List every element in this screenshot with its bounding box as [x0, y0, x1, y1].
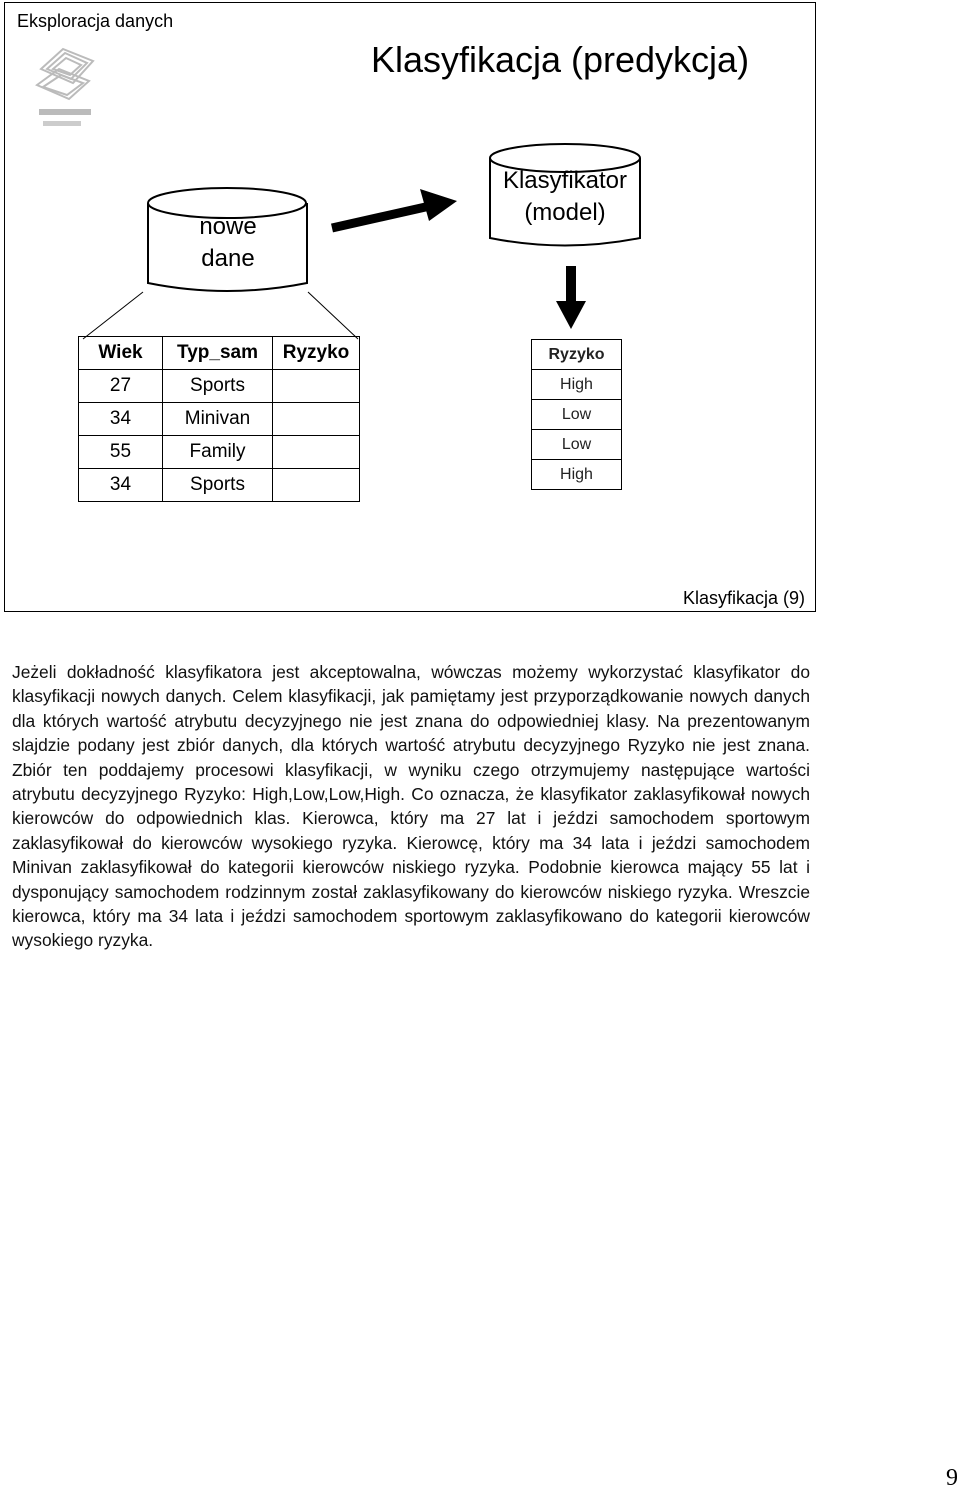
table-row	[532, 400, 622, 430]
new-data-label-line2: dane	[201, 245, 255, 272]
section-label: Eksploracja danych	[17, 11, 174, 31]
table-row	[79, 403, 360, 436]
model-label	[490, 165, 640, 229]
table-cell	[273, 370, 360, 403]
table-cell: High	[532, 460, 622, 490]
table-cell: 55	[79, 436, 163, 469]
column-header: Wiek	[79, 337, 163, 370]
output-risk-table	[531, 339, 622, 490]
column-header: Ryzyko	[273, 337, 360, 370]
table-cell: 27	[79, 370, 163, 403]
table-row	[79, 370, 360, 403]
table-row	[79, 436, 360, 469]
table-cell	[273, 469, 360, 502]
classification-diagram	[5, 3, 817, 613]
table-header-row	[532, 340, 622, 370]
table-row	[532, 370, 622, 400]
table-cell	[273, 403, 360, 436]
table-header-row	[79, 337, 360, 370]
arrow-down-icon	[556, 266, 586, 329]
table-cell: 34	[79, 469, 163, 502]
input-data-table	[78, 336, 360, 502]
table-cell: 34	[79, 403, 163, 436]
arrow-to-model-icon	[332, 189, 457, 228]
new-data-label-line1: nowe	[199, 213, 257, 240]
table-cell: Sports	[163, 469, 273, 502]
table-cell: Sports	[163, 370, 273, 403]
slide-footer: Klasyfikacja (9)	[682, 588, 805, 608]
table-row	[532, 430, 622, 460]
slide-title: Klasyfikacja (predykcja)	[370, 39, 750, 80]
slide-frame	[4, 2, 816, 612]
table-row	[532, 460, 622, 490]
model-label-line1: Klasyfikator	[502, 167, 628, 194]
table-cell: High	[532, 370, 622, 400]
description-paragraph: Jeżeli dokładność klasyfikatora jest akceptowalna, wówczas możemy wykorzystać klasyfikator do klasyfikacji nowych danych. Celem klasyfikacji, jak pamiętamy jest przyporządkowanie nowych danych dla których wartość atrybutu decyzyjnego nie jest znana do odpowiedniej klasy. Na prezentowanym slajdzie podany jest zbiór danych, dla których wartość atrybutu decyzyjnego Ryzyko nie jest znana. Zbiór ten poddajemy procesowi klasyfikacji, w wyniku czego otrzymujemy następujące wartości atrybutu decyzyjnego Ryzyko: High,Low,Low,High. Co oznacza, że klasyfikator zaklasyfikował nowych kierowców do odpowiednich klas. Kierowca, który ma 27 lat i jeździ samochodem sportowym zaklasyfikował do kierowców wysokiego ryzyka. Kierowcę, który ma 34 lata i jeździ samochodem Minivan zaklasyfikował do kategorii kierowców niskiego ryzyka. Podobnie kierowca mający 55 lat i dysponujący samochodem rodzinnym został zaklasyfikowany do kierowców niskiego ryzyka. Wreszcie kierowca, który ma 34 lata i jeździ samochodem sportowym zaklasyfikowano do kategorii kierowców wysokiego ryzyka.	[12, 662, 810, 951]
table-cell: Minivan	[163, 403, 273, 436]
page-number: 9	[946, 1465, 958, 1491]
table-row	[79, 469, 360, 502]
table-cell: Low	[532, 430, 622, 460]
table-cell: Family	[163, 436, 273, 469]
table-cell: Low	[532, 400, 622, 430]
column-header: Typ_sam	[163, 337, 273, 370]
column-header: Ryzyko	[532, 340, 622, 370]
new-data-label	[148, 211, 308, 275]
model-label-line2: (model)	[524, 199, 606, 226]
table-cell	[273, 436, 360, 469]
